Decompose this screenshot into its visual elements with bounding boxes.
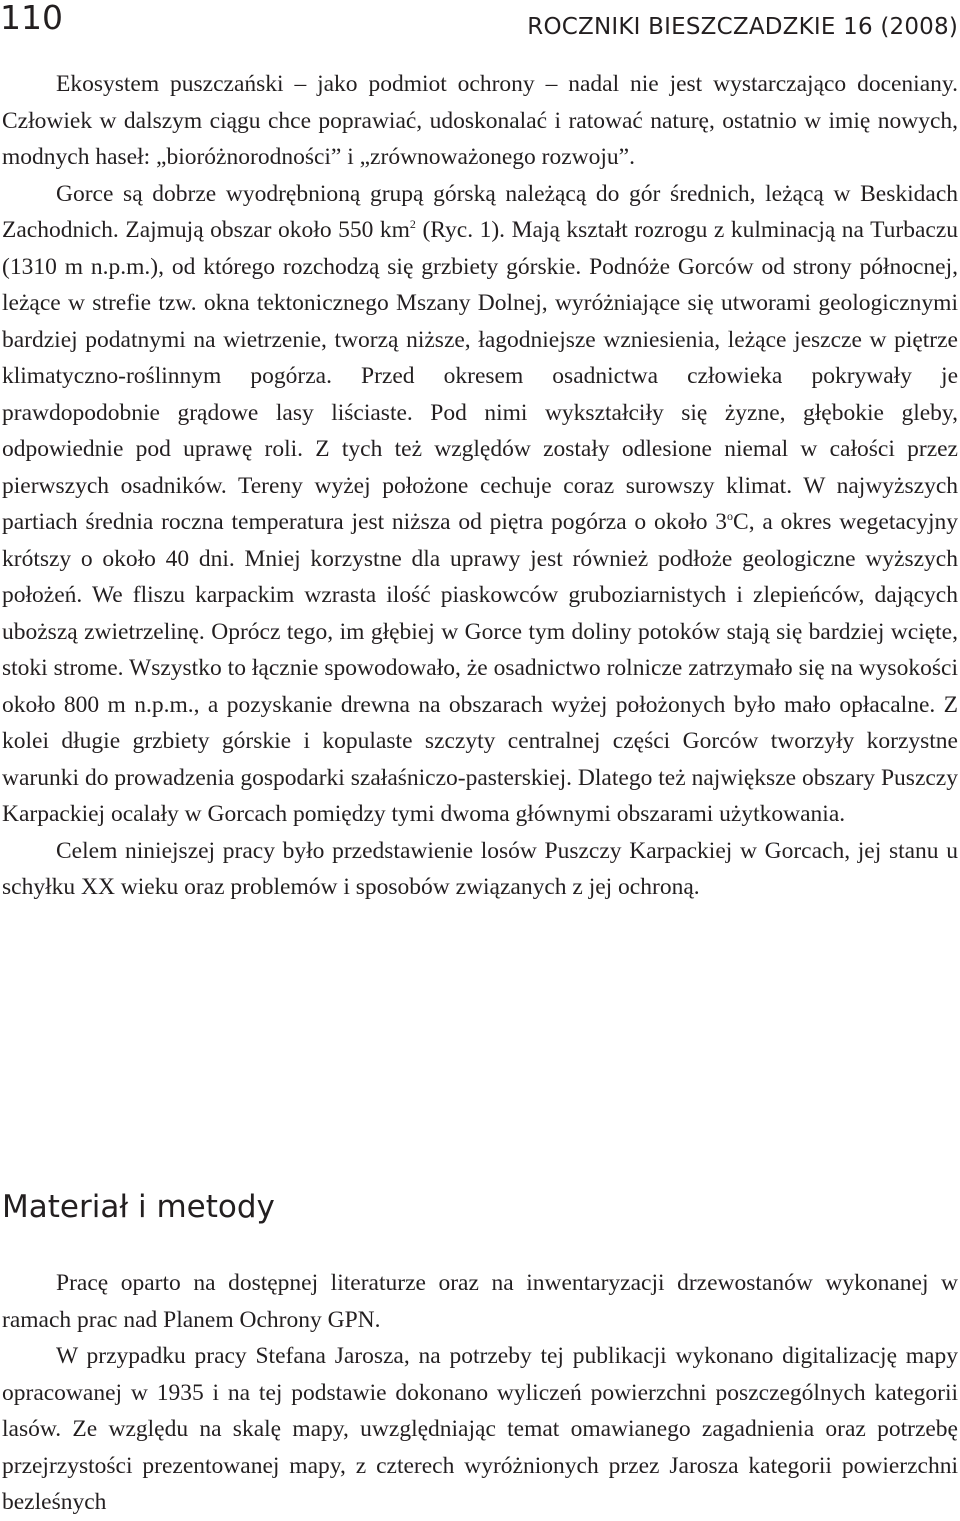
running-title: ROCZNIKI BIESZCZADZKIE 16 (2008) bbox=[527, 14, 958, 40]
paragraph-gorce-text-2: (Ryc. 1). Mają kształt rozrogu z kulminacją na Turbaczu (1310 m n.p.m.), od którego rozchodzą się grzbiety górskie. Podnóże Gorców od strony północnej, leżące w strefie tzw. okna tektonicznego Mszany Dolnej, wyróżniające się utworami geologicznymi bardziej podatnymi na wietrzenie, tworzą niższe, łagodniejsze wzniesienia, leżące jeszcze w piętrze klimatyczno-roślinnym pogórza. Przed okresem osadnictwa człowieka pokrywały je prawdopodobnie grądowe lasy liściaste. Pod nimi wykształciły się żyzne, głębokie gleby, odpowiednie pod uprawę roli. Z tych też względów zostały odlesione niemal w całości przez pierwszych osadników. Tereny wyżej położone cechuje coraz surowszy klimat. W najwyższych partiach średnia roczna temperatura jest niższa od piętra pogórza o około 3 bbox=[2, 217, 958, 535]
paragraph-gorce-text-3: C, a okres wegetacyjny krótszy o około 40 dni. Mniej korzystne dla uprawy jest również podłoże geologiczne wyższych położeń. We fliszu karpackim wzrasta ilość piaskowców gruboziarnistych i zlepieńców, dających uboższą zwietrzelinę. Oprócz tego, im głębiej w Gorce tym doliny potoków stają się bardziej wcięte, stoki strome. Wszystko to łącznie spowodowało, że osadnictwo rolnicze zatrzymało się na wysokości około 800 m n.p.m., a pozyskanie drewna na obszarach wyżej położonych było mało opłacalne. Z kolei długie grzbiety górskie i kopulaste szczyty centralnej części Gorców tworzyły korzystne warunki do prowadzenia gospodarki szałaśniczo-pasterskiej. Dlatego też największe obszary Puszczy Karpackiej ocalały w Gorcach pomiędzy tymi dwoma głównymi obszarami użytkowania. bbox=[2, 509, 958, 827]
paragraph-methods-1: Pracę oparto na dostępnej literaturze oraz na inwentaryzacji drzewostanów wykonanej w ramach prac nad Planem Ochrony GPN. bbox=[2, 1270, 958, 1333]
paragraph-gorce-description bbox=[2, 176, 958, 833]
degree-sign: o bbox=[727, 509, 734, 523]
section-title-material-methods: Materiał i metody bbox=[2, 1189, 275, 1225]
methods-text bbox=[2, 1265, 958, 1521]
paragraph-gorce-text-1: Gorce są dobrze wyodrębnioną grupą górską należącą do gór średnich, leżącą w Beskidach Zachodnich. Zajmują obszar około 550 km bbox=[2, 180, 958, 243]
page-number: 110 bbox=[0, 0, 63, 37]
intro-text bbox=[2, 66, 958, 906]
paragraph-ecosystem: Ekosystem puszczański – jako podmiot ochrony – nadal nie jest wystarczająco doceniany. Człowiek w dalszym ciągu chce poprawiać, udoskonalać i ratować naturę, ostatnio w imię nowych, modnych haseł: „bioróżnorodności” i „zrównoważonego rozwoju”. bbox=[2, 71, 958, 170]
superscript-square: 2 bbox=[409, 217, 416, 231]
paragraph-methods-2: W przypadku pracy Stefana Jarosza, na potrzeby tej publikacji wykonano digitalizację mapy opracowanej w 1935 i na tej podstawie dokonano wyliczeń powierzchni poszczególnych kategorii lasów. Ze względu na skalę mapy, uwzględniając temat omawianego zagadnienia oraz potrzebę przejrzystości prezentowanej mapy, z czterech wyróżnionych przez Jarosza kategorii powierzchni bezleśnych bbox=[2, 1343, 958, 1515]
paragraph-aim: Celem niniejszej pracy było przedstawienie losów Puszczy Karpackiej w Gorcach, jej stanu u schyłku XX wieku oraz problemów i sposobów związanych z jej ochroną. bbox=[2, 837, 958, 900]
page-header bbox=[0, 0, 960, 48]
